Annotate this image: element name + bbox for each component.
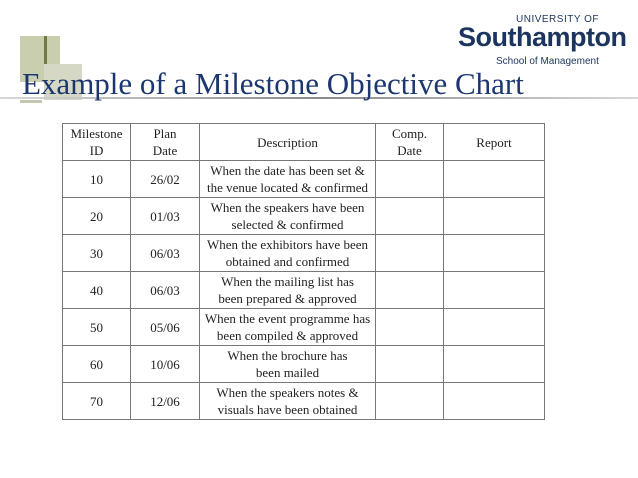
comp-date-cell [376, 198, 444, 235]
report-cell [444, 198, 545, 235]
description-line: selected & confirmed [231, 217, 344, 232]
slide-title: Example of a Milestone Objective Chart [22, 66, 524, 101]
table-row [63, 198, 545, 235]
description-line: been mailed [255, 365, 320, 380]
milestone-id-cell: 30 [63, 235, 131, 272]
plan-date-cell: 26/02 [131, 161, 200, 198]
description-line: When the exhibitors have been [207, 237, 368, 252]
report-cell [444, 309, 545, 346]
table-row [63, 383, 545, 420]
milestone-id-cell: 10 [63, 161, 131, 198]
description-cell [200, 346, 376, 383]
header-line: Description [257, 134, 318, 150]
comp-date-cell [376, 346, 444, 383]
description-cell [200, 198, 376, 235]
description-line: When the event programme has [204, 311, 371, 326]
comp-date-cell [376, 309, 444, 346]
plan-date-cell: 12/06 [131, 383, 200, 420]
description-cell [200, 383, 376, 420]
decorative-bar [44, 36, 47, 64]
report-cell [444, 272, 545, 309]
milestone-id-cell: 70 [63, 383, 131, 420]
description-line: obtained and confirmed [225, 254, 350, 269]
milestone-id-cell: 50 [63, 309, 131, 346]
header-milestone-id [63, 124, 131, 161]
description-cell [200, 272, 376, 309]
table-row [63, 309, 545, 346]
header-line: Date [397, 143, 422, 158]
description-line: been prepared & approved [218, 291, 357, 306]
report-cell [444, 235, 545, 272]
header-line: Plan [153, 126, 177, 141]
logo-name: Southampton [458, 22, 627, 52]
table-row [63, 235, 545, 272]
description-cell [200, 161, 376, 198]
comp-date-cell [376, 272, 444, 309]
header-plan-date [131, 124, 200, 161]
logo-university-line: UNIVERSITY OF [516, 14, 599, 25]
description-line: When the date has been set & [210, 163, 365, 178]
milestone-id-cell: 40 [63, 272, 131, 309]
plan-date-cell: 05/06 [131, 309, 200, 346]
header-line: ID [89, 143, 104, 158]
milestone-table [62, 123, 545, 420]
header-report [444, 124, 545, 161]
description-line: When the mailing list has [221, 274, 354, 289]
comp-date-cell [376, 235, 444, 272]
header-line: Report [476, 134, 512, 150]
milestone-id-cell: 20 [63, 198, 131, 235]
description-line: When the brochure has [227, 348, 348, 363]
table-header-row [63, 124, 545, 161]
table-row [63, 161, 545, 198]
milestone-id-cell: 60 [63, 346, 131, 383]
logo-school: School of Management [496, 56, 599, 67]
plan-date-cell: 06/03 [131, 235, 200, 272]
description-line: been compiled & approved [216, 328, 359, 343]
description-line: visuals have been obtained [217, 402, 358, 417]
header-description [200, 124, 376, 161]
comp-date-cell [376, 383, 444, 420]
header-line: Milestone [70, 126, 123, 141]
description-cell [200, 235, 376, 272]
description-line: the venue located & confirmed [207, 180, 368, 195]
description-cell [200, 309, 376, 346]
report-cell [444, 161, 545, 198]
report-cell [444, 346, 545, 383]
plan-date-cell: 01/03 [131, 198, 200, 235]
description-line: When the speakers have been [210, 200, 365, 215]
comp-date-cell [376, 161, 444, 198]
plan-date-cell: 10/06 [131, 346, 200, 383]
report-cell [444, 383, 545, 420]
plan-date-cell: 06/03 [131, 272, 200, 309]
header-line: Comp. [391, 126, 428, 141]
header-line: Date [152, 143, 178, 158]
description-line: When the speakers notes & [216, 385, 359, 400]
university-logo [456, 14, 627, 74]
table-row [63, 346, 545, 383]
header-comp-date [376, 124, 444, 161]
table-row [63, 272, 545, 309]
